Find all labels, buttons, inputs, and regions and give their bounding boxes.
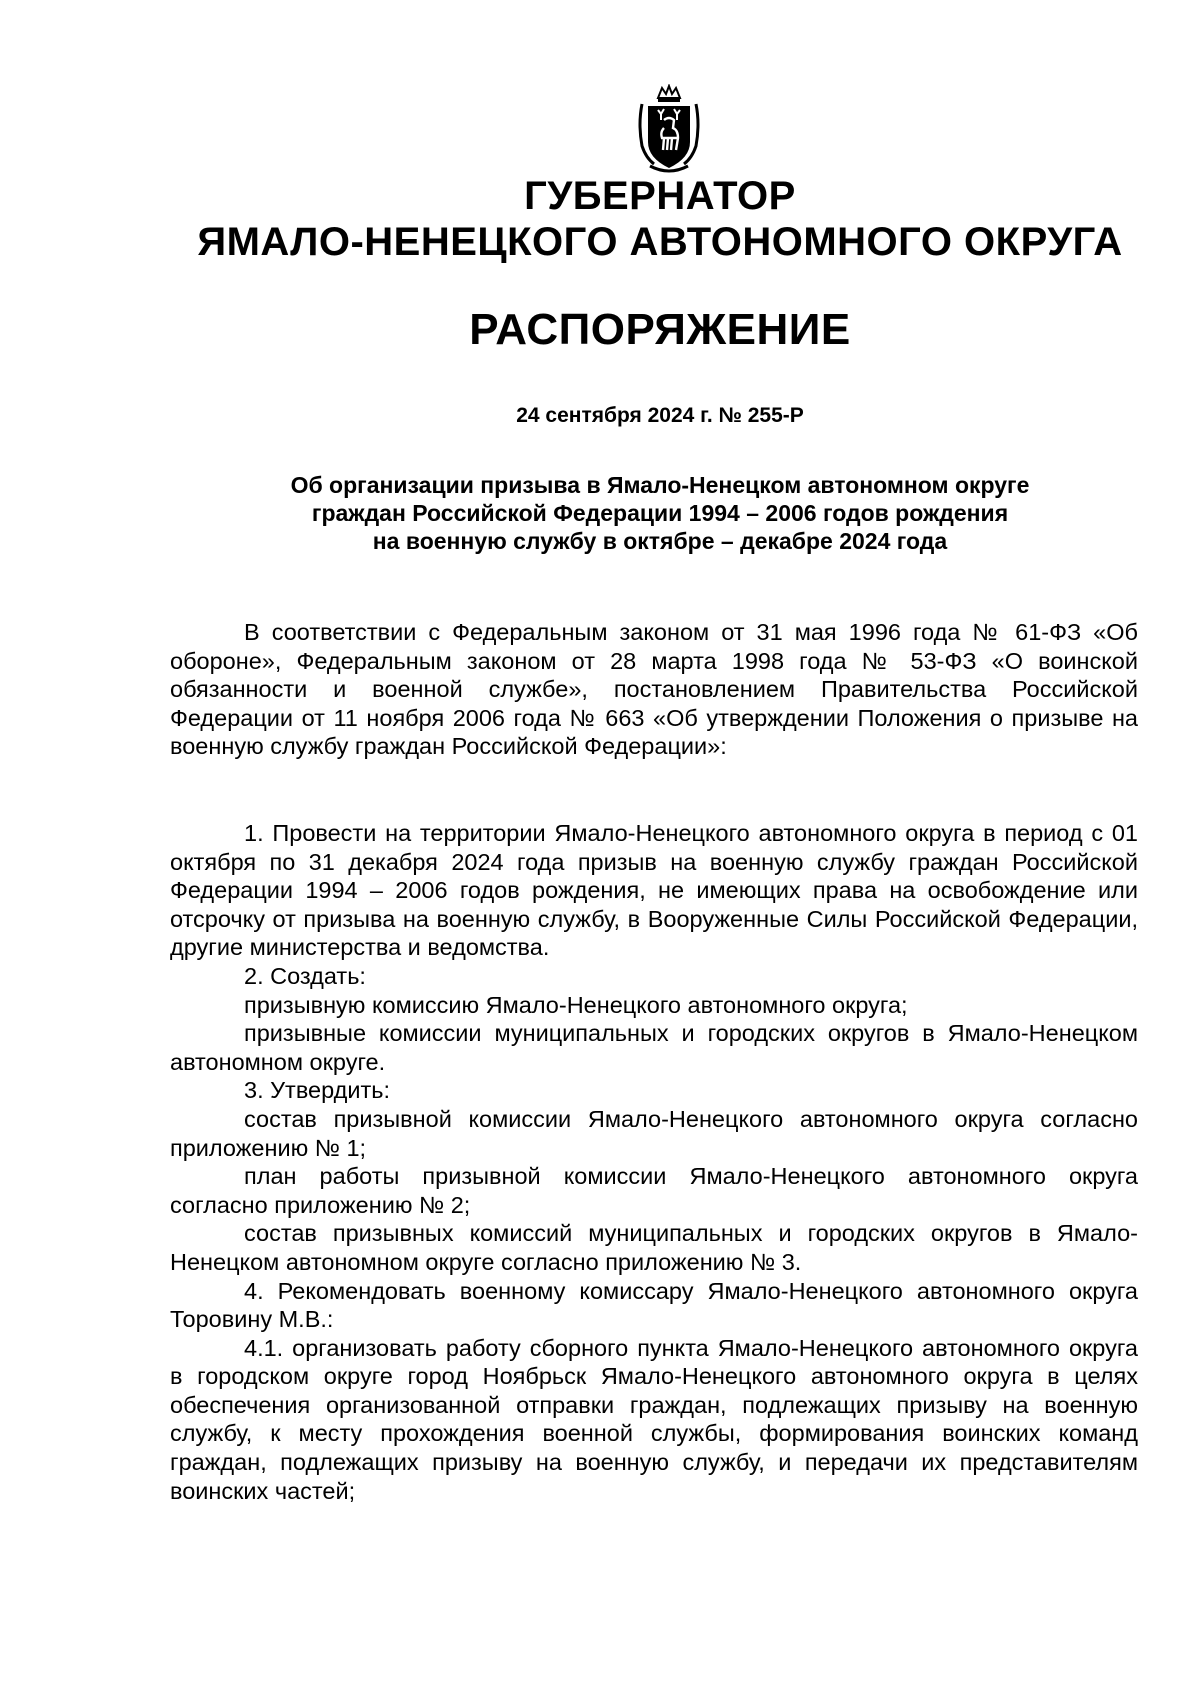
paragraph-item-1: 1. Провести на территории Ямало-Ненецкого автономного округа в период с 01 октября по 31 декабря 2024 года призыв на военную службу граждан Российской Федерации 1994 – 2006 годов рождения, не имеющих права на освобождение или отсрочку от призыва на военную службу, в Вооруженные Силы Российской Федерации, другие министерства и ведомства. [170, 820, 1138, 961]
document-subject [170, 471, 1150, 555]
paragraph-item-2-b: призывные комиссии муниципальных и городских округов в Ямало-Ненецком автономном округе. [170, 1020, 1138, 1075]
paragraph-item-3-a: состав призывной комиссии Ямало-Ненецкого автономного округа согласно приложению № 1; [170, 1105, 1138, 1161]
subject-line: граждан Российской Федерации 1994 – 2006 годов рождения [311, 500, 1009, 526]
subject-line: Об организации призыва в Ямало-Ненецком автономном округе [290, 472, 1030, 498]
org-title-line2: ЯМАЛО-НЕНЕЦКОГО АВТОНОМНОГО ОКРУГА [197, 220, 1123, 264]
paragraph-item-3-b: план работы призывной комиссии Ямало-Ненецкого автономного округа согласно приложению № 2; [170, 1163, 1138, 1218]
org-title-line1: ГУБЕРНАТОР [524, 174, 796, 218]
paragraph-item-3-c: состав призывных комиссий муниципальных и городских округов в Ямало-Ненецком автономном округе согласно приложению № 3. [170, 1220, 1138, 1275]
order-items [170, 819, 1138, 1505]
coat-of-arms-icon [634, 84, 704, 176]
subject-line: на военную службу в октябре – декабре 2024 года [372, 528, 948, 554]
paragraph-item-2: 2. Создать: [244, 962, 366, 989]
paragraph-item-4-1: 4.1. организовать работу сборного пункта Ямало-Ненецкого автономного округа в городском округе город Ноябрьск Ямало-Ненецкого автономного округа в целях обеспечения организованной отправки граждан, подлежащих призыву на военную службу, к месту прохождения военной службы, формирования воинских команд граждан, подлежащих призыву на военную службу, и передачи их представителям воинских частей; [170, 1334, 1138, 1504]
document-date-number: 24 сентября 2024 г. № 255-Р [516, 404, 804, 427]
preamble-block [170, 618, 1138, 761]
paragraph-item-2-a: призывную комиссию Ямало-Ненецкого автономного округа; [244, 991, 908, 1018]
preamble-paragraph: В соответствии с Федеральным законом от 31 мая 1996 года № 61-ФЗ «Об обороне», Федеральным законом от 28 марта 1998 года № 53-ФЗ «О воинской обязанности и военной службе», постановлением Правительства Российской Федерации от 11 ноября 2006 года № 663 «Об утверждении Положения о призыве на военную службу граждан Российской Федерации»: [170, 619, 1138, 760]
document-type: РАСПОРЯЖЕНИЕ [469, 305, 851, 354]
paragraph-item-4: 4. Рекомендовать военному комиссару Ямало-Ненецкого автономного округа Торовину М.В.: [170, 1277, 1138, 1333]
paragraph-item-3: 3. Утвердить: [244, 1077, 391, 1104]
